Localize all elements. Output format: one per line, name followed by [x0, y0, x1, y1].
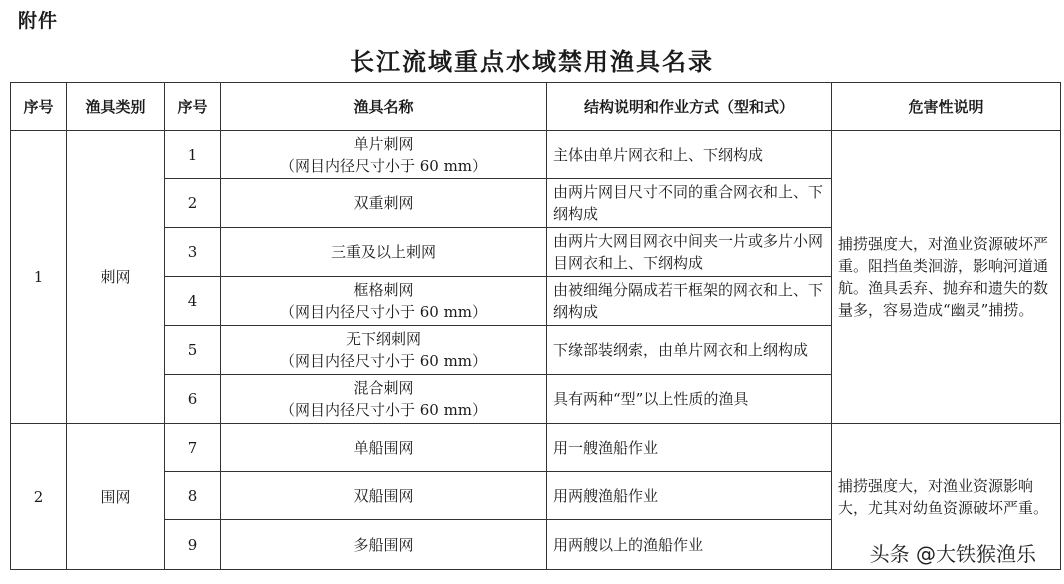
gear-name-cell — [221, 277, 547, 326]
structure-desc: 由两片网目尺寸不同的重合网衣和上、下纲构成 — [547, 179, 832, 228]
gear-name-cell — [221, 424, 547, 472]
col-header-hazard: 危害性说明 — [832, 83, 1061, 131]
item-no: 6 — [165, 375, 221, 424]
gear-name-cell — [221, 375, 547, 424]
item-no: 7 — [165, 424, 221, 472]
document-title: 长江流域重点水域禁用渔具名录 — [350, 48, 714, 76]
gear-name: 混合刺网 — [353, 379, 414, 397]
group-index: 2 — [11, 424, 67, 570]
fishing-gear-table — [10, 82, 1061, 570]
item-no: 5 — [165, 326, 221, 375]
structure-desc: 用两艘以上的渔船作业 — [547, 520, 832, 570]
gear-name: 单片刺网 — [353, 134, 414, 153]
structure-desc: 主体由单片网衣和上、下纲构成 — [547, 131, 832, 179]
table-header-row — [11, 83, 1061, 131]
structure-desc: 用两艘渔船作业 — [547, 472, 832, 520]
item-no: 2 — [165, 179, 221, 228]
col-header-category: 渔具类别 — [67, 83, 165, 131]
structure-desc: 具有两种“型”以上性质的渔具 — [547, 375, 832, 424]
gear-name: 框格刺网 — [353, 281, 414, 299]
structure-desc: 由两片大网目网衣中间夹一片或多片小网目网衣和上、下纲构成 — [547, 228, 832, 277]
item-no: 8 — [165, 472, 221, 520]
group-index: 1 — [11, 131, 67, 424]
gear-name: 双重刺网 — [353, 194, 414, 212]
col-header-gear-name: 渔具名称 — [221, 83, 547, 131]
gear-name-cell — [221, 131, 547, 179]
col-header-structure: 结构说明和作业方式（型和式） — [547, 83, 832, 131]
hazard-desc: 捕捞强度大，对渔业资源破坏严重。阻挡鱼类洄游，影响河道通航。渔具丢弃、抛弃和遗失的数量多，容易造成“幽灵”捕捞。 — [832, 131, 1061, 424]
gear-name: 双船围网 — [353, 486, 414, 505]
group-category: 刺网 — [67, 131, 165, 424]
structure-desc: 下缘部装纲索，由单片网衣和上纲构成 — [547, 326, 832, 375]
gear-name-cell — [221, 179, 547, 228]
gear-mesh-note: （网目内径尺寸小于 60 mm） — [279, 303, 488, 321]
attachment-label: 附件 — [18, 10, 59, 32]
structure-desc: 用一艘渔船作业 — [547, 424, 832, 472]
col-header-item-no: 序号 — [165, 83, 221, 131]
hazard-desc: 捕捞强度大，对渔业资源影响大，尤其对幼鱼资源破坏严重。 — [832, 424, 1061, 570]
item-no: 4 — [165, 277, 221, 326]
gear-name-cell — [221, 326, 547, 375]
gear-name-cell — [221, 520, 547, 570]
group-category: 围网 — [67, 424, 165, 570]
structure-desc: 由被细绳分隔成若干框架的网衣和上、下纲构成 — [547, 277, 832, 326]
gear-name: 三重及以上刺网 — [330, 243, 436, 261]
table-row — [11, 131, 1061, 179]
gear-name: 无下纲刺网 — [345, 330, 421, 348]
watermark: 头条 @大铁猴渔乐 — [864, 536, 1042, 569]
gear-name: 多船围网 — [353, 535, 414, 554]
gear-mesh-note: （网目内径尺寸小于 60 mm） — [279, 156, 488, 175]
gear-name-cell — [221, 472, 547, 520]
gear-mesh-note: （网目内径尺寸小于 60 mm） — [279, 401, 488, 419]
item-no: 1 — [165, 131, 221, 179]
item-no: 3 — [165, 228, 221, 277]
table-row — [11, 424, 1061, 472]
col-header-index: 序号 — [11, 83, 67, 131]
item-no: 9 — [165, 520, 221, 570]
gear-name: 单船围网 — [353, 438, 414, 457]
gear-mesh-note: （网目内径尺寸小于 60 mm） — [279, 352, 488, 370]
gear-name-cell — [221, 228, 547, 277]
